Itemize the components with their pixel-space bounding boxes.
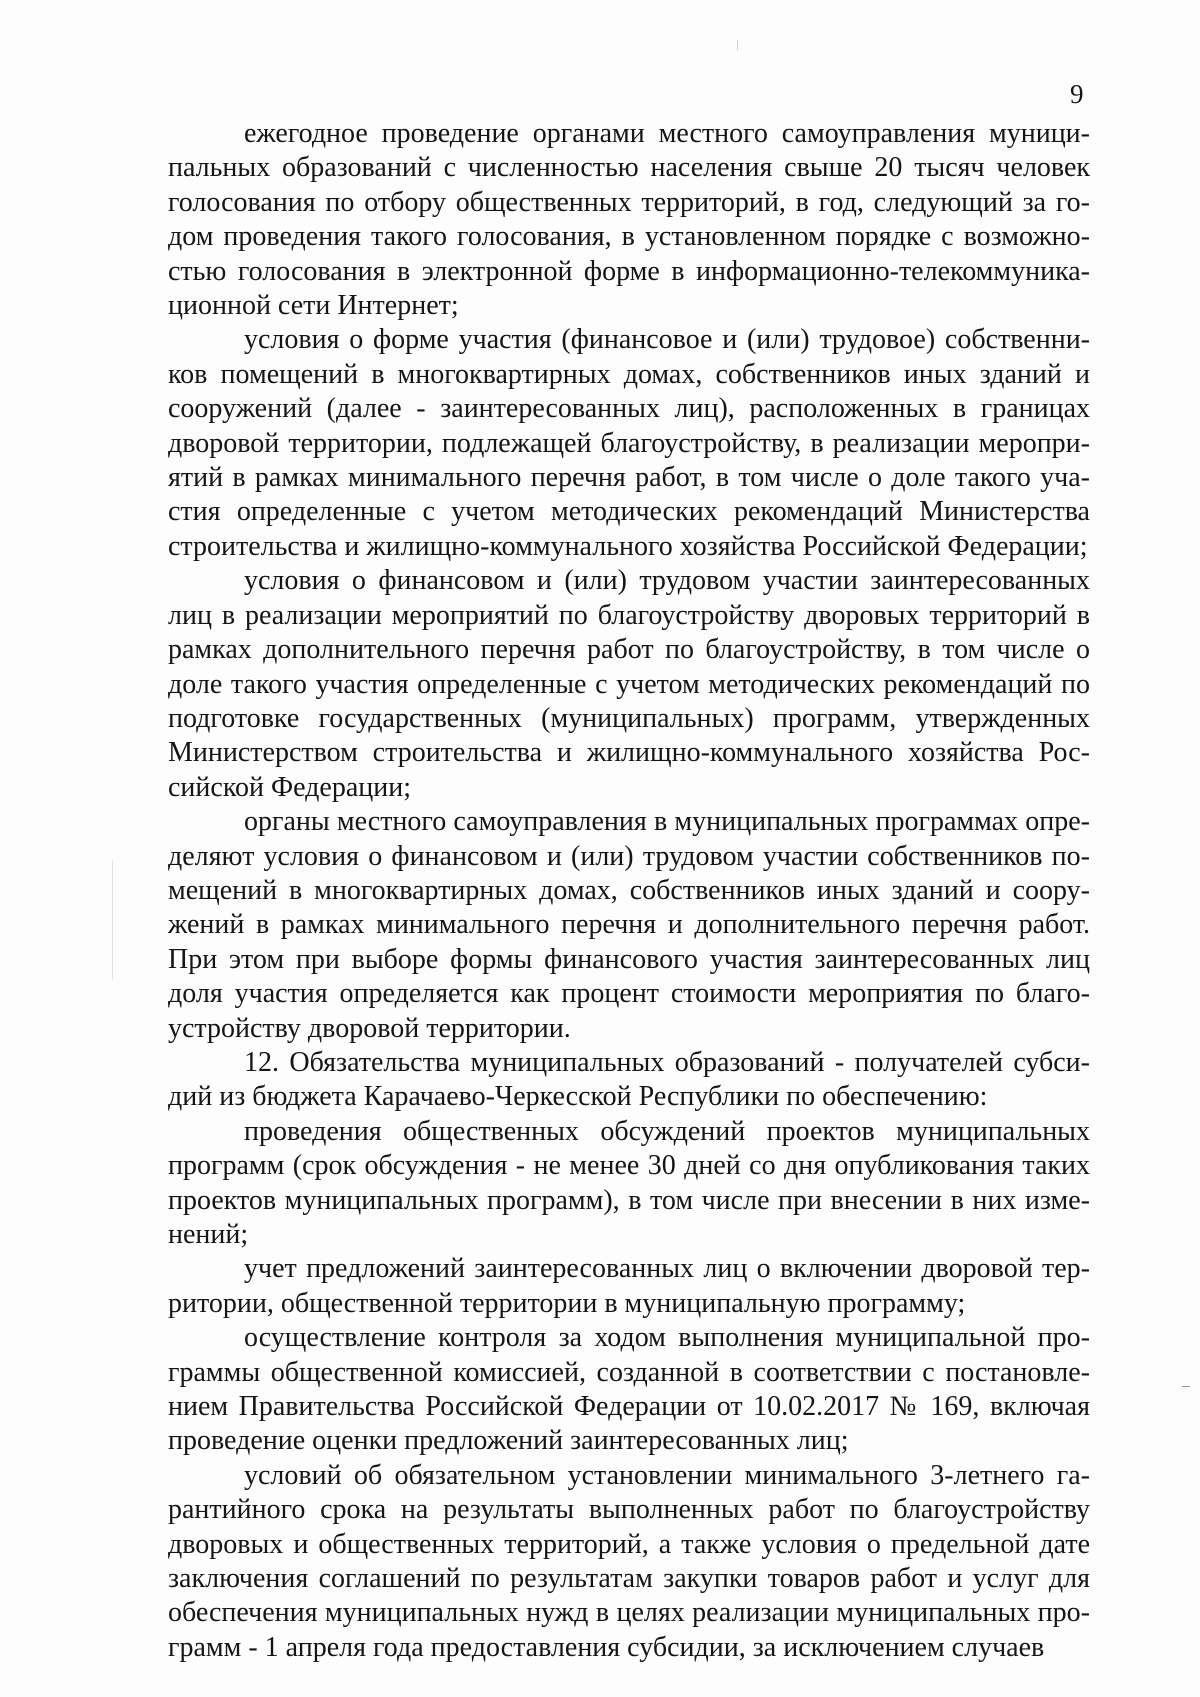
- paragraph-commission-control: осуществление контроля за ходом выполнения муниципальной программы общественной комиссией, созданной в соответствии с постановлением Правительства Российской Федерации от 10.02.2017 № 169, включая проведение оценки предложений заинтересованных лиц;: [168, 1322, 1090, 1457]
- scan-artifact: [112, 860, 113, 980]
- paragraph-proposals-accounting: учет предложений заинтересованных лиц о включении дворовой территории, общественной территории в муниципальную программу;: [168, 1253, 1090, 1319]
- paragraph-financial-labor-participation: условия о финансовом и (или) трудовом участии заинтересованных лиц в реализации мероприятий по благоустройству дворовых территорий в рамках дополнительного перечня работ по благоустройству, в том числе о доле такого участия определенные с учетом методических рекомендаций по подготовке государственных (муниципальных) программ, утвержденных Министерством строительства и жилищно-коммунального хозяйства Российской Федерации;: [168, 565, 1090, 803]
- scan-artifact: [737, 40, 738, 50]
- document-body: [168, 117, 1090, 1665]
- paragraph-public-discussions: проведения общественных обсуждений проектов муниципальных программ (срок обсуждения - не менее 30 дней со дня опубликования таких проектов муниципальных программ), в том числе при внесении в них изменений;: [168, 1115, 1090, 1250]
- paragraph-participation-form: условия о форме участия (финансовое и (или) трудовое) собственников помещений в многоквартирных домах, собственников иных зданий и сооружений (далее - заинтересованных лиц), расположенных в границах дворовой территории, подлежащей благоустройству, в реализации мероприятий в рамках минимального перечня работ, в том числе о доле такого участия определенные с учетом методических рекомендаций Министерства строительства и жилищно-коммунального хозяйства Российской Федерации;: [168, 324, 1090, 562]
- paragraph-item-12-obligations: 12. Обязательства муниципальных образований - получателей субсидий из бюджета Карачаево-Черкесской Республики по обеспечению:: [168, 1046, 1090, 1113]
- paragraph-annual-voting: ежегодное проведение органами местного самоуправления муниципальных образований с численностью населения свыше 20 тысяч человек голосования по отбору общественных территорий, в год, следующий за годом проведения такого голосования, в установленном порядке с возможностью голосования в электронной форме в информационно-телекоммуникационной сети Интернет;: [168, 118, 1090, 322]
- page-number: 9: [1070, 79, 1084, 109]
- scan-artifact: [1182, 1386, 1190, 1387]
- paragraph-warranty-conditions: условий об обязательном установлении минимального 3-летнего гарантийного срока на результаты выполненных работ по благоустройству дворовых и общественных территорий, а также условия о предельной дате заключения соглашений по результатам закупки товаров работ и услуг для обеспечения муниципальных нужд в целях реализации муниципальных программ - 1 апреля года предоставления субсидии, за исключением случаев: [168, 1459, 1090, 1663]
- paragraph-local-government-conditions: органы местного самоуправления в муниципальных программах определяют условия о финансовом и (или) трудовом участии собственников помещений в многоквартирных домах, собственников иных зданий и сооружений в рамках минимального перечня и дополнительного перечня работ. При этом при выборе формы финансового участия заинтересованных лиц доля участия определяется как процент стоимости мероприятия по благоустройству дворовой территории.: [168, 806, 1090, 1044]
